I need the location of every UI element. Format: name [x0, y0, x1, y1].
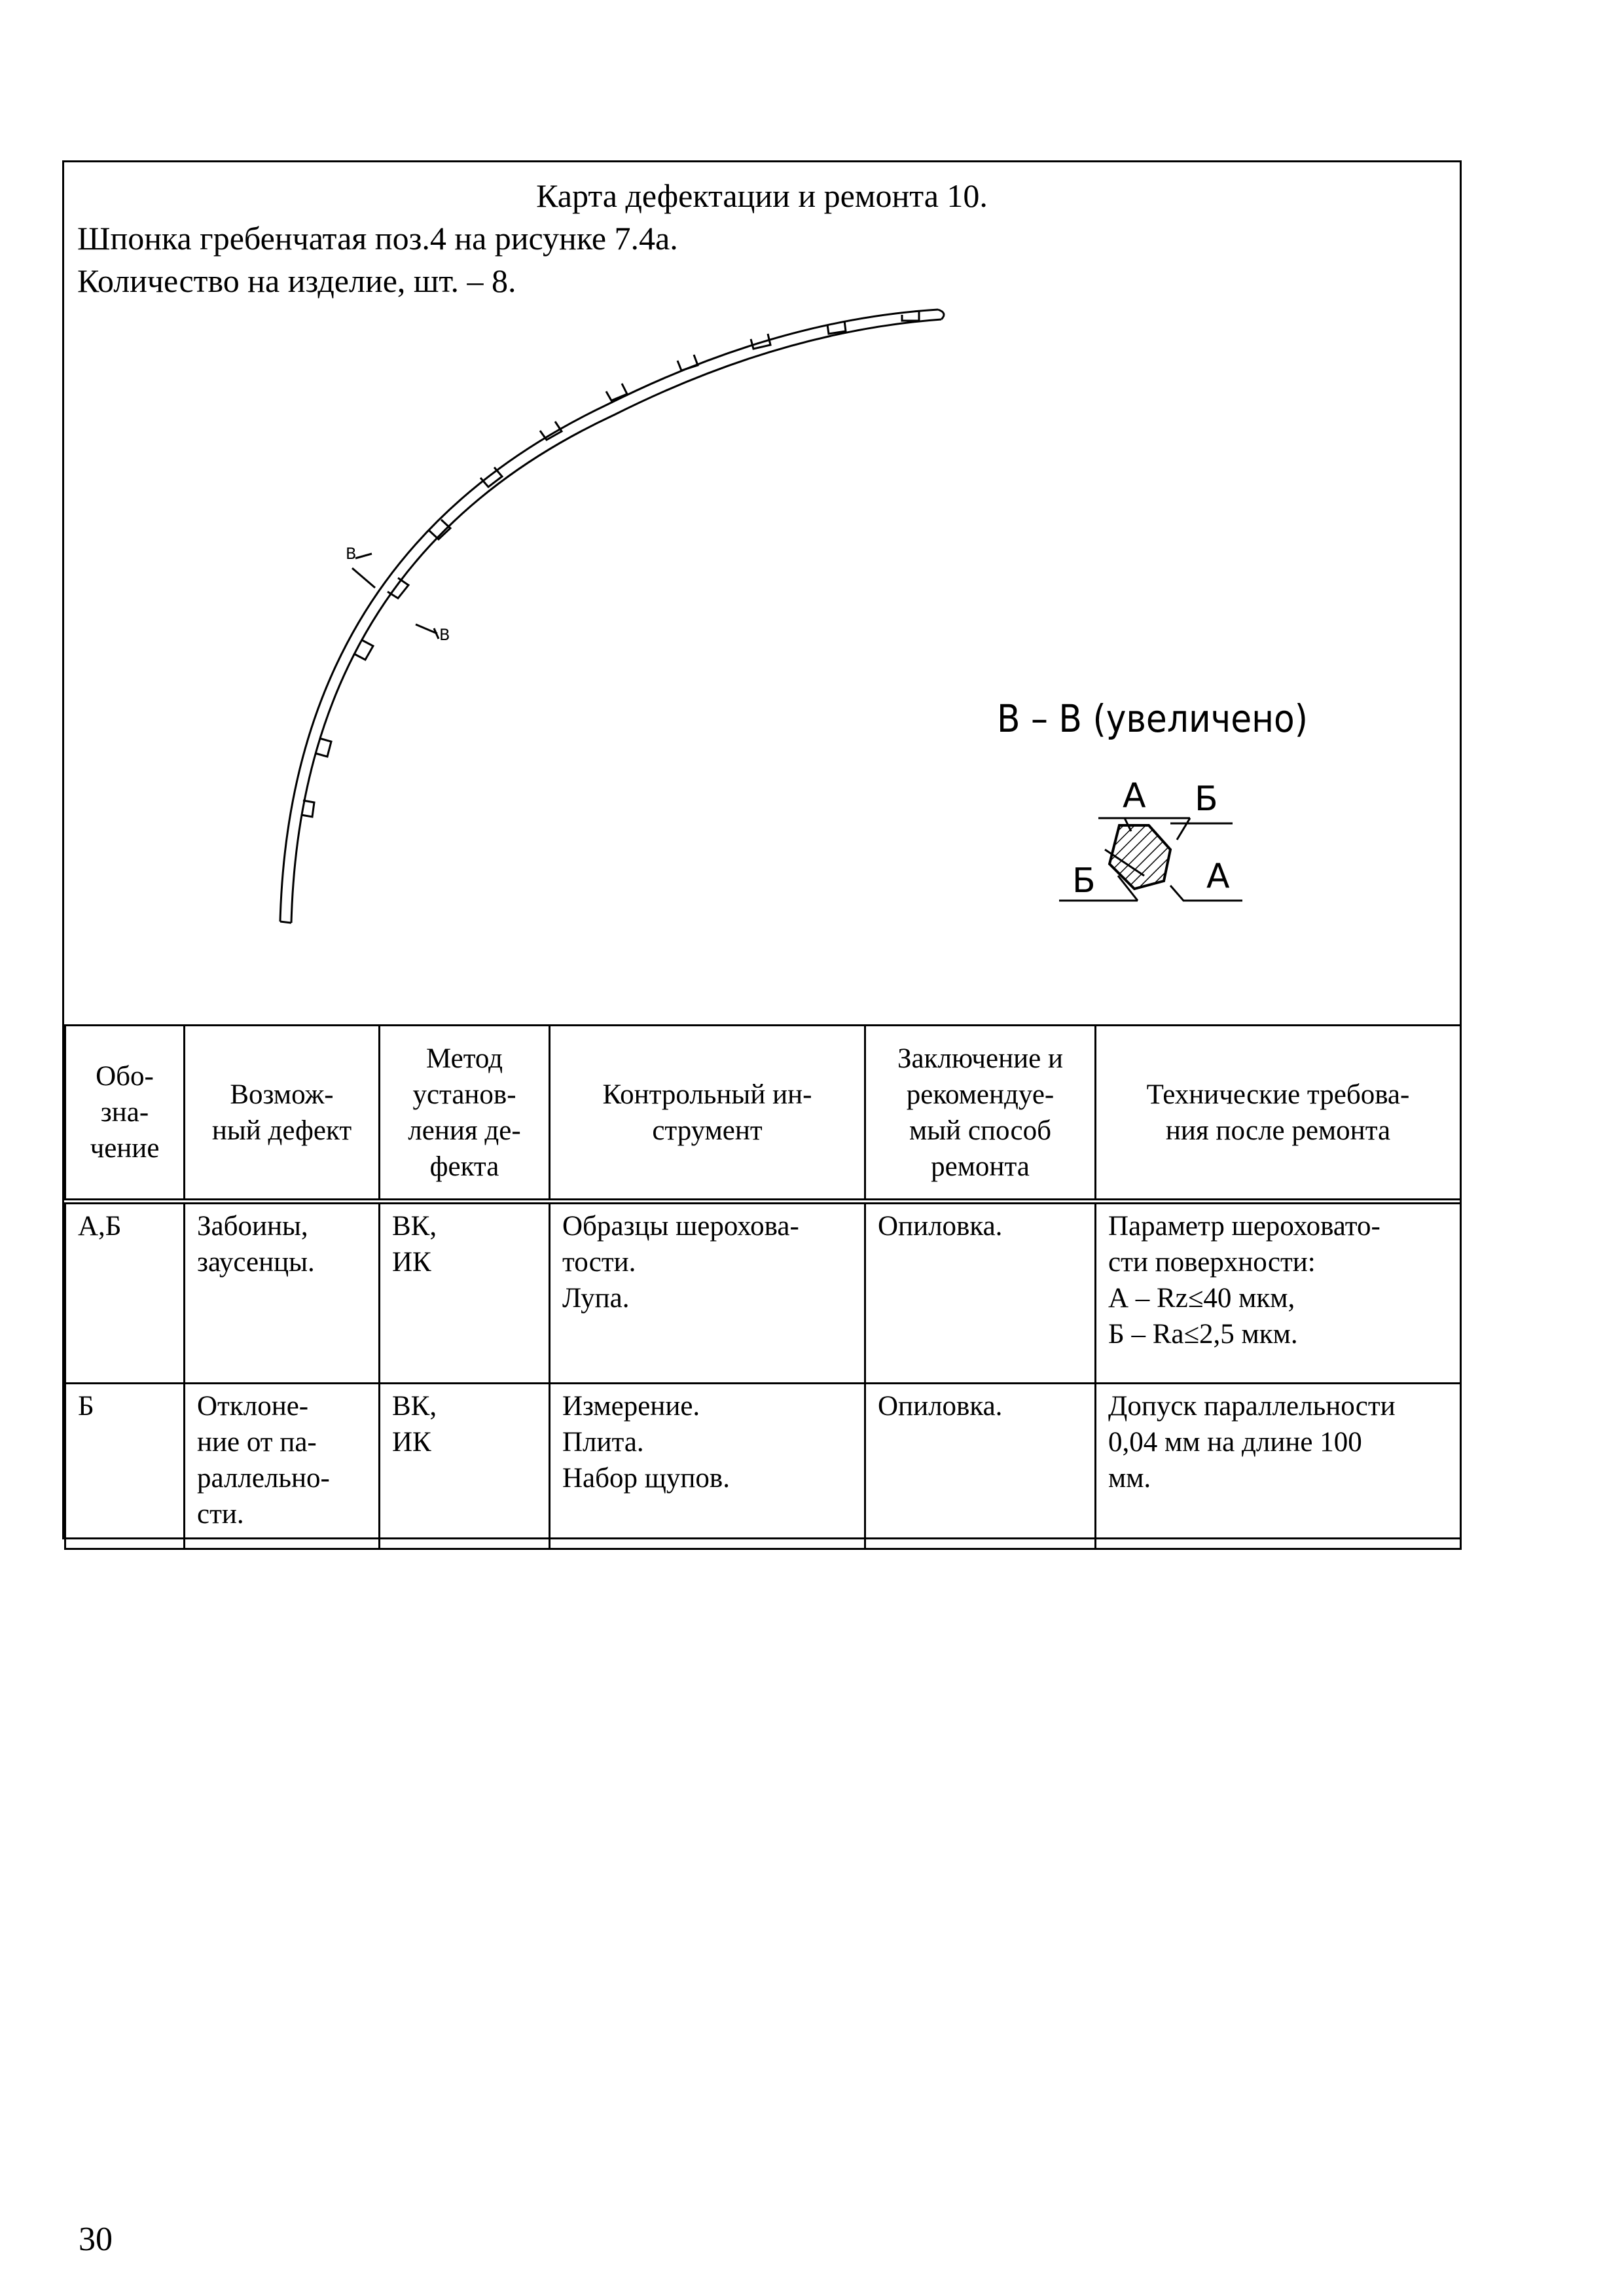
defect-card-frame — [62, 160, 1462, 1539]
comb-key-arc — [280, 310, 944, 923]
tool-cell: Образцы шерохова- тости. Лупа. — [550, 1202, 865, 1384]
method-cell: ВК, ИК — [380, 1202, 550, 1384]
column-header: Обо- зна- чение — [65, 1026, 185, 1202]
table-header-row — [65, 1026, 1461, 1202]
callout-a-right: А — [1206, 857, 1230, 896]
table-row — [65, 1384, 1461, 1549]
page-number: 30 — [79, 2221, 113, 2258]
key-drawing — [64, 162, 1460, 1024]
tool-cell: Измерение. Плита. Набор щупов. — [550, 1384, 865, 1549]
repair-cell: Опиловка. — [865, 1384, 1096, 1549]
repair-cell: Опиловка. — [865, 1202, 1096, 1384]
section-mark-1: В — [346, 545, 357, 563]
column-header: Метод установ- ления де- фекта — [380, 1026, 550, 1202]
card-header — [64, 162, 1460, 1024]
defect-cell: Забоины, заусенцы. — [185, 1202, 380, 1384]
part-name: Шпонка гребенчатая поз.4 на рисунке 7.4а. — [77, 220, 678, 257]
column-header: Возмож- ный дефект — [185, 1026, 380, 1202]
column-header: Технические требова- ния после ремонта — [1096, 1026, 1461, 1202]
defect-cell: Отклоне- ние от па- раллельно- сти. — [185, 1384, 380, 1549]
requirements-cell: Допуск параллельности 0,04 мм на длине 100 мм. — [1096, 1384, 1461, 1549]
table-row — [65, 1202, 1461, 1384]
key-cross-section — [1110, 825, 1170, 889]
callout-b-left: Б — [1072, 861, 1096, 901]
designation-cell: А,Б — [65, 1202, 185, 1384]
defect-table — [64, 1024, 1462, 1550]
requirements-cell: Параметр шероховато- сти поверхности: А – Rz≤40 мкм, Б – Ra≤2,5 мкм. — [1096, 1202, 1461, 1384]
method-cell: ВК, ИК — [380, 1384, 550, 1549]
part-quantity: Количество на изделие, шт. – 8. — [77, 262, 516, 299]
section-view — [1059, 776, 1242, 901]
designation-cell: Б — [65, 1384, 185, 1549]
section-mark-2: В — [439, 626, 450, 644]
callout-a-top: А — [1123, 776, 1146, 816]
column-header: Заключение и рекомендуе- мый способ ремонта — [865, 1026, 1096, 1202]
callout-b-top: Б — [1195, 780, 1218, 819]
column-header: Контрольный ин- струмент — [550, 1026, 865, 1202]
card-title: Карта дефектации и ремонта 10. — [536, 177, 988, 214]
section-view-label: В – В (увеличено) — [997, 696, 1308, 741]
